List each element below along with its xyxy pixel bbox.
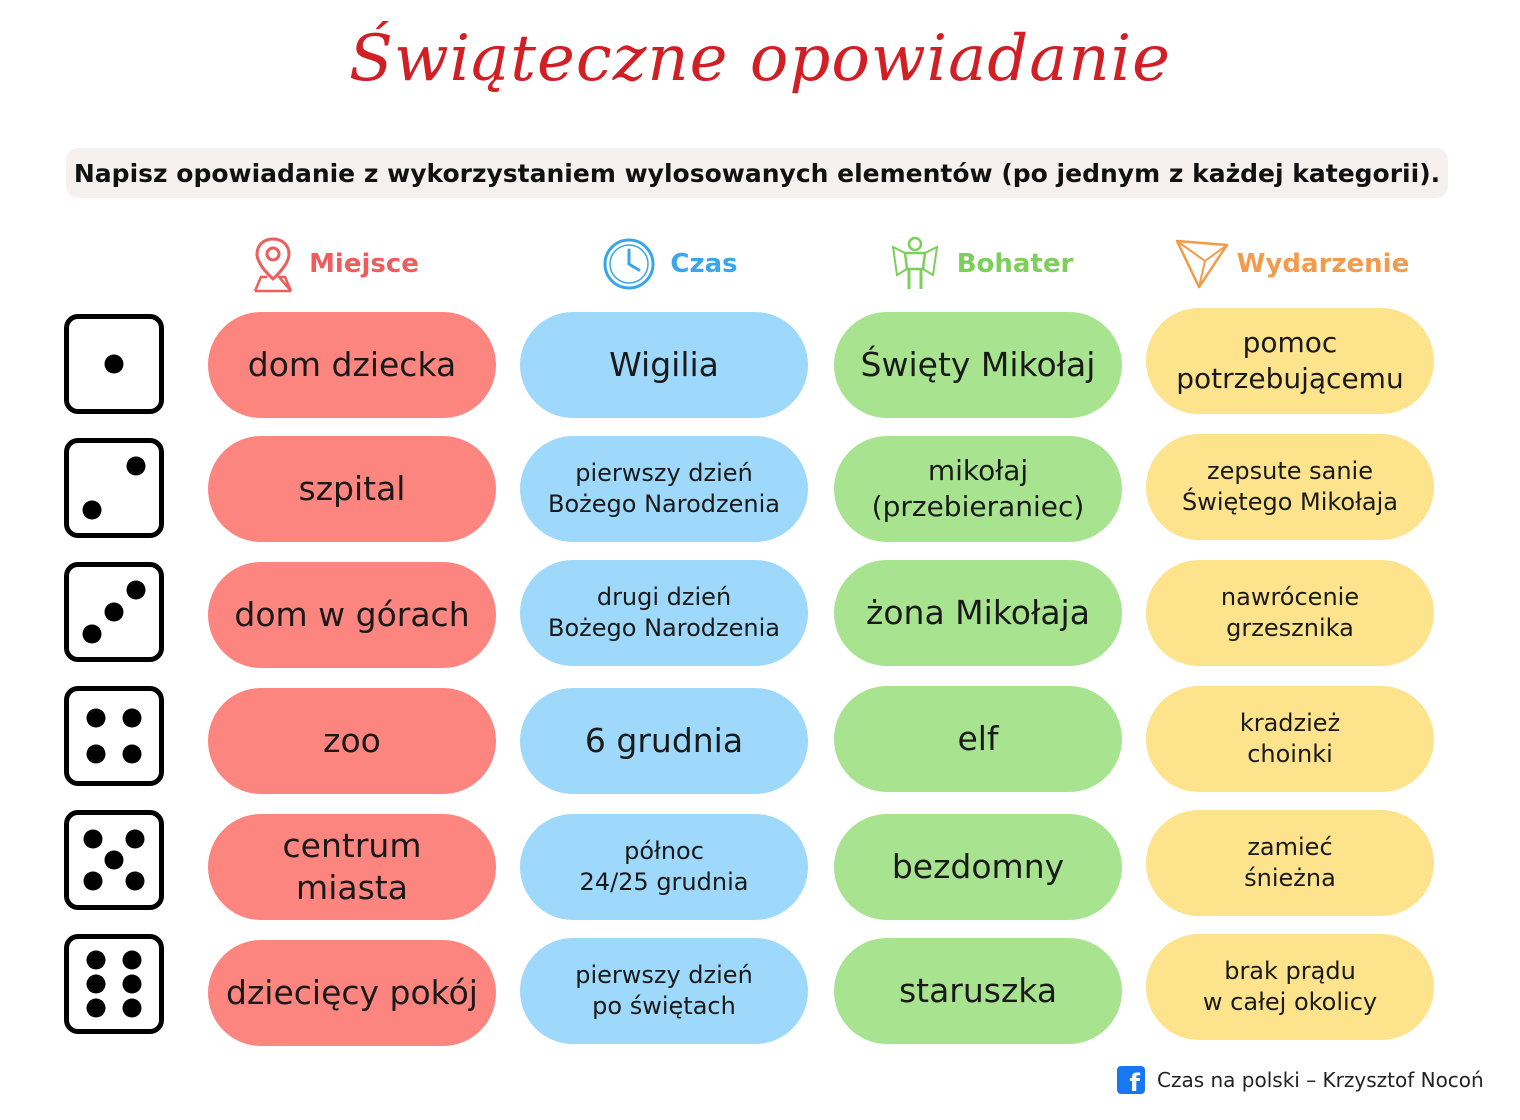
die-pip bbox=[105, 851, 124, 870]
die-pip bbox=[123, 999, 142, 1018]
die-face-2 bbox=[64, 438, 164, 538]
die-pip bbox=[83, 624, 102, 643]
column-label: Czas bbox=[670, 249, 738, 279]
facebook-icon[interactable]: f bbox=[1117, 1066, 1145, 1094]
hero-card: żona Mikołaja bbox=[834, 560, 1122, 666]
superhero-icon bbox=[887, 235, 943, 293]
column-label: Bohater bbox=[956, 249, 1074, 279]
die-pip bbox=[125, 830, 144, 849]
die-pip bbox=[123, 745, 142, 764]
event-card: nawrócenie grzesznika bbox=[1146, 560, 1434, 666]
instruction-banner: Napisz opowiadanie z wykorzystaniem wylosowanych elementów (po jednym z każdej kategorii). bbox=[66, 148, 1448, 198]
die-pip bbox=[105, 603, 124, 622]
event-card: pomoc potrzebującemu bbox=[1146, 308, 1434, 414]
column-header-wydarzenie bbox=[1142, 232, 1442, 296]
die-pip bbox=[84, 830, 103, 849]
column-label: Wydarzenie bbox=[1236, 249, 1410, 279]
die-pip bbox=[87, 745, 106, 764]
die-pip bbox=[87, 975, 106, 994]
location-pin-icon bbox=[251, 235, 295, 293]
die-pip bbox=[87, 999, 106, 1018]
place-card: dziecięcy pokój bbox=[208, 940, 496, 1046]
hero-card: bezdomny bbox=[834, 814, 1122, 920]
place-card: szpital bbox=[208, 436, 496, 542]
die-face-5 bbox=[64, 810, 164, 910]
hero-card: elf bbox=[834, 686, 1122, 792]
die-pip bbox=[123, 975, 142, 994]
time-card: Wigilia bbox=[520, 312, 808, 418]
page-title: Świąteczne opowiadanie bbox=[349, 22, 1171, 96]
die-face-6 bbox=[64, 934, 164, 1034]
time-card: pierwszy dzień Bożego Narodzenia bbox=[520, 436, 808, 542]
die-pip bbox=[123, 709, 142, 728]
die-face-4 bbox=[64, 686, 164, 786]
footer-text: Czas na polski – Krzysztof Nocoń bbox=[1157, 1068, 1484, 1092]
column-header-miejsce bbox=[185, 232, 485, 296]
hero-card: staruszka bbox=[834, 938, 1122, 1044]
die-pip bbox=[87, 950, 106, 969]
die-pip bbox=[125, 871, 144, 890]
die-pip bbox=[126, 457, 145, 476]
die-pip bbox=[84, 871, 103, 890]
hero-card: mikołaj (przebieraniec) bbox=[834, 436, 1122, 542]
column-header-czas bbox=[520, 232, 820, 296]
die-pip bbox=[126, 581, 145, 600]
die-pip bbox=[83, 500, 102, 519]
die-pip bbox=[123, 950, 142, 969]
event-card: zamieć śnieżna bbox=[1146, 810, 1434, 916]
time-card: drugi dzień Bożego Narodzenia bbox=[520, 560, 808, 666]
footer-credit bbox=[1117, 1066, 1484, 1097]
hero-card: Święty Mikołaj bbox=[834, 312, 1122, 418]
die-face-1 bbox=[64, 314, 164, 414]
column-header-bohater bbox=[830, 232, 1130, 296]
die-face-3 bbox=[64, 562, 164, 662]
die-pip bbox=[105, 355, 124, 374]
event-card: zepsute sanie Świętego Mikołaja bbox=[1146, 434, 1434, 540]
place-card: dom dziecka bbox=[208, 312, 496, 418]
die-pip bbox=[87, 709, 106, 728]
time-card: północ 24/25 grudnia bbox=[520, 814, 808, 920]
time-card: 6 grudnia bbox=[520, 688, 808, 794]
event-card: kradzież choinki bbox=[1146, 686, 1434, 792]
event-card: brak prądu w całej okolicy bbox=[1146, 934, 1434, 1040]
place-card: centrum miasta bbox=[208, 814, 496, 920]
time-card: pierwszy dzień po świętach bbox=[520, 938, 808, 1044]
place-card: dom w górach bbox=[208, 562, 496, 668]
clock-icon bbox=[602, 237, 656, 291]
column-label: Miejsce bbox=[309, 249, 419, 279]
paper-plane-icon bbox=[1175, 237, 1229, 291]
place-card: zoo bbox=[208, 688, 496, 794]
